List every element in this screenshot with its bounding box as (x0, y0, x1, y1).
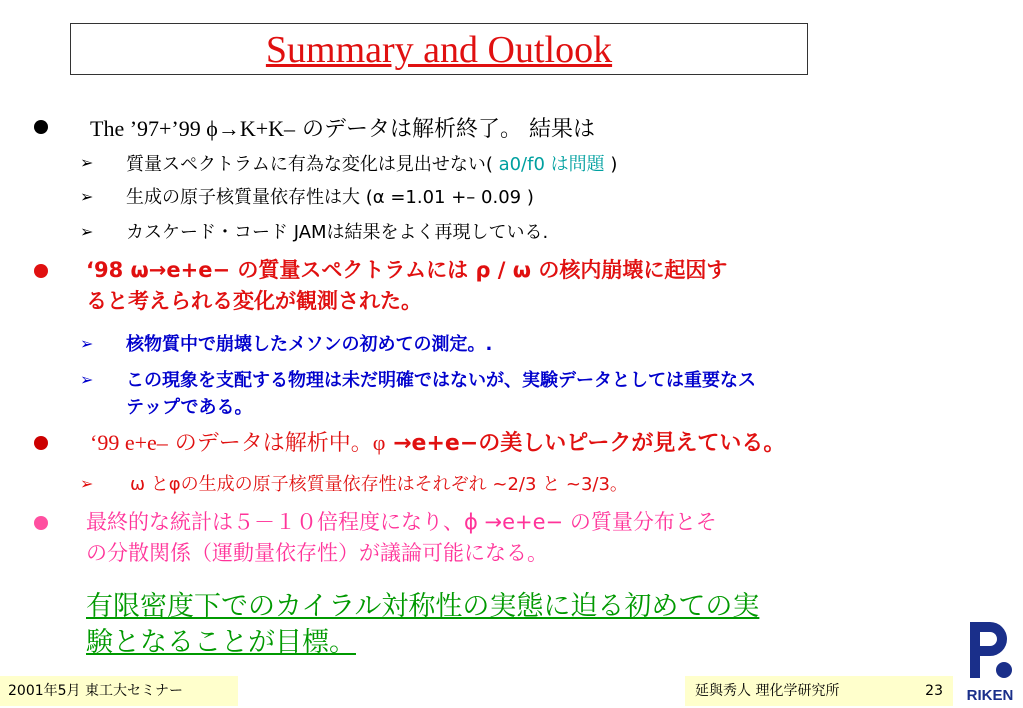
sub-1-1 (126, 150, 617, 176)
bullet-1-jp: のデータは解析終了。 結果は (295, 117, 596, 142)
bullet-2-line-1: ‘98 ω→e+e− の質量スペクトラムには ρ / ω の核内崩壊に起因す (86, 258, 728, 282)
sub-1-1-text: 質量スペクトラムに有為な変化は見出せない( (126, 154, 493, 175)
bullet-1-formula: The ’97+’99 ϕ→K+K– (90, 116, 296, 141)
bullet-4-line-1: 最終的な統計は５－１０倍程度になり、ϕ →e+e− の質量分布とそ (86, 510, 717, 534)
riken-logo-text: RIKEN (966, 687, 1014, 704)
arrow-icon: ➢ (80, 222, 94, 241)
bullet-3-icon (34, 436, 48, 450)
bullet-3-jp: のデータは解析中。 (167, 431, 373, 456)
sub-1-2: 生成の原子核質量依存性は大 (α =1.01 +– 0.09 ) (126, 187, 534, 208)
sub-1-3: カスケード・コード JAMは結果をよく再現している. (126, 222, 549, 243)
bullet-4-line-2: の分散関係（運動量依存性）が議論可能になる。 (86, 541, 548, 565)
arrow-icon: ➢ (80, 187, 94, 206)
sub-3-1: ω とφの生成の原子核質量依存性はそれぞれ ~2/3 と ~3/3。 (130, 474, 628, 495)
riken-logo-icon (960, 612, 1020, 704)
footer-date-event: 2001年5月 東工大セミナー (0, 676, 238, 706)
riken-logo (960, 612, 1020, 704)
arrow-icon: ➢ (80, 474, 94, 493)
sub-1-1-close: ) (604, 154, 618, 175)
bullet-4-icon (34, 516, 48, 530)
bullet-1-icon (34, 120, 48, 134)
sub-2-2-line-2: テップである。 (126, 397, 253, 418)
bullet-2-line-2: ると考えられる変化が観測された。 (86, 289, 422, 313)
sub-2-2-line-1: この現象を支配する物理は未だ明確ではないが、実験データとしては重要なス (126, 370, 756, 391)
page-number: 23 (925, 683, 943, 699)
bullet-3-text (90, 426, 785, 457)
slide-title: Summary and Outlook (265, 29, 613, 71)
arrow-icon: ➢ (80, 370, 94, 389)
sub-2-1: 核物質中で崩壊したメソンの初めての測定。. (126, 334, 493, 355)
title-box (70, 23, 808, 75)
sub-1-1-highlight: a0/f0 は問題 (492, 154, 605, 175)
footer-author-box (685, 676, 953, 706)
bullet-3-phi: φ (372, 430, 386, 455)
footer-author: 延與秀人 理化学研究所 (695, 683, 840, 699)
arrow-icon: ➢ (80, 334, 94, 353)
goal-line-1: 有限密度下でのカイラル対称性の実態に迫る初めての実 (86, 591, 760, 622)
arrow-icon: ➢ (80, 153, 94, 172)
goal-line-2: 験となることが目標。 (86, 627, 356, 658)
bullet-3-formula: ‘99 e+e– (90, 430, 168, 455)
bullet-3-peak: →e+e−の美しいピークが見えている。 (385, 431, 786, 456)
bullet-1-text (90, 112, 595, 143)
bullet-2-icon (34, 264, 48, 278)
